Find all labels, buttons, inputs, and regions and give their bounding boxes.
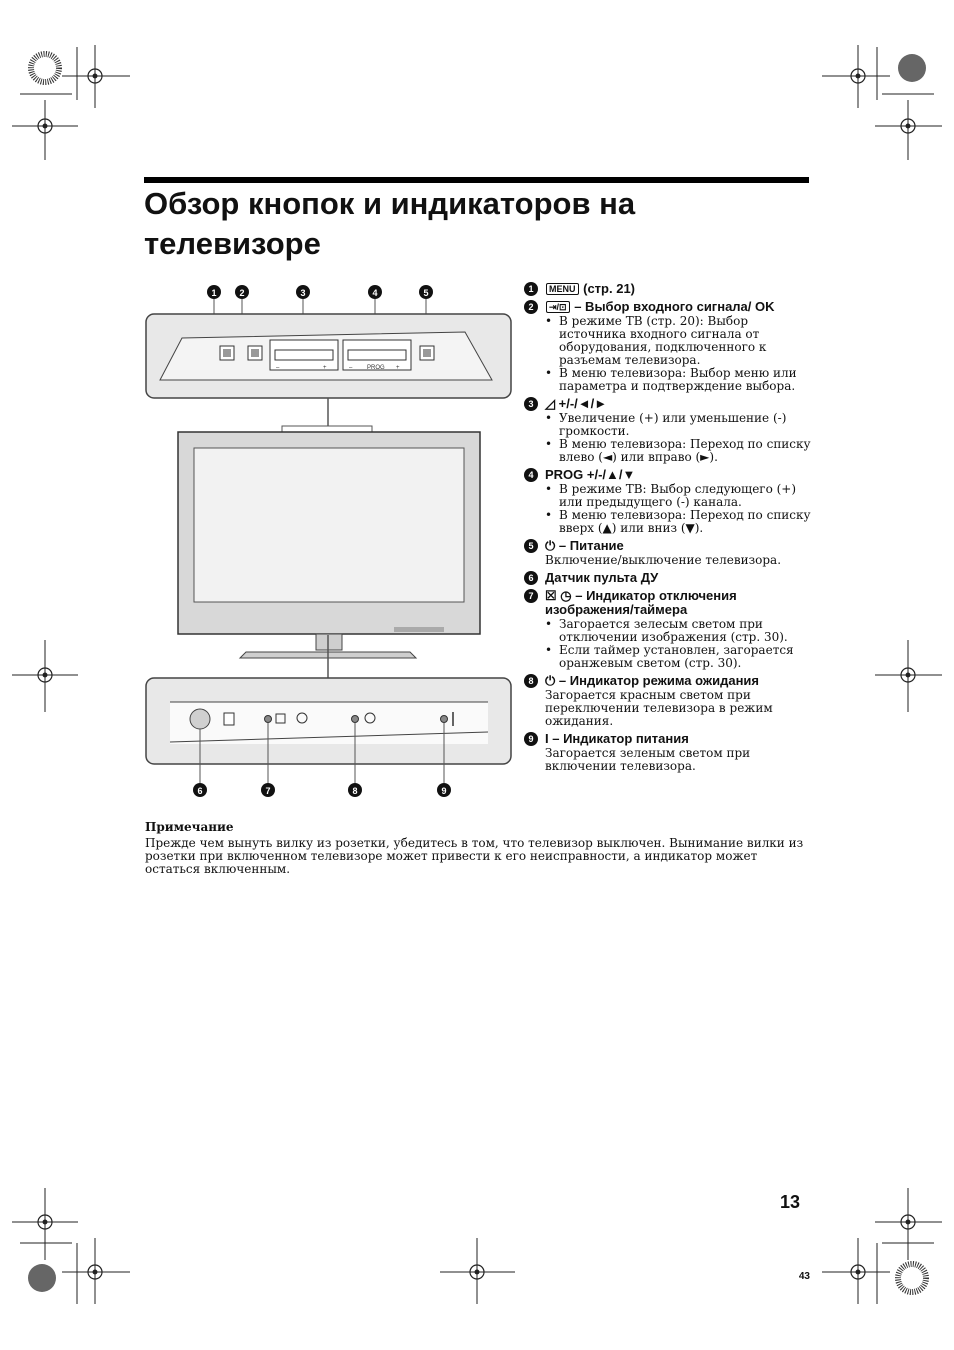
page-title-line-2: телевизоре [144, 226, 321, 261]
item-number: 4 [524, 468, 538, 482]
callout-6: 6 [197, 786, 203, 796]
tv-body [178, 432, 480, 658]
bullet-text: • В меню телевизора: Переход по списку вверх (▲) или вниз (▼). [545, 509, 814, 535]
list-item [524, 468, 814, 535]
list-item [524, 397, 814, 464]
power-icon: ⏻ [545, 538, 556, 553]
list-item [524, 539, 814, 567]
picture-off-timer-icon: ☒ ◷ [545, 588, 572, 603]
bullet-text: • В меню телевизора: Переход по списку влево (◄) или вправо (►). [545, 438, 814, 464]
controls-list [524, 282, 814, 777]
item-number: 6 [524, 571, 538, 585]
menu-icon: MENU [546, 283, 579, 295]
callout-1: 1 [211, 288, 217, 298]
panel-minus-1: – [276, 365, 280, 371]
item-description: Включение/выключение телевизора. [545, 553, 782, 567]
list-item [524, 571, 814, 585]
list-item [524, 674, 814, 728]
callout-4: 4 [372, 288, 378, 298]
bullet-text: • Загорается зелесым светом при отключении изображения (стр. 30). [545, 618, 814, 644]
panel-minus-2: – [349, 365, 353, 371]
control-panel-zoom [146, 314, 511, 398]
item-title: – Питание [558, 538, 624, 553]
item-title: – Индикатор режима ожидания [558, 673, 760, 688]
item-description: Загорается красным светом при переключении телевизора в режим ожидания. [545, 688, 773, 728]
item-title: (стр. 21) [583, 281, 636, 296]
item-title: – Выбор входного сигнала/ OK [574, 299, 775, 314]
bullet-text: • Если таймер установлен, загорается оранжевым светом (стр. 30). [545, 644, 814, 670]
title-rule [144, 177, 809, 183]
panel-plus-1: + [323, 365, 327, 371]
callout-9: 9 [441, 786, 447, 796]
note-block [145, 820, 815, 876]
note-text: Прежде чем вынуть вилку из розетки, убедитесь в том, что телевизор выключен. Вынимание вилки из розетки при включенном телевизоре может привести к его неисправности, а индикатор может остаться включенным. [145, 836, 804, 876]
item-title: – Индикатор отключения изображения/таймера [545, 588, 737, 617]
item-number: 7 [524, 589, 538, 603]
list-item [524, 282, 814, 296]
callout-5: 5 [423, 288, 429, 298]
item-title: Датчик пульта ДУ [545, 570, 659, 585]
item-title: +/-/◄/► [558, 396, 608, 411]
item-number: 3 [524, 397, 538, 411]
callout-8: 8 [352, 786, 358, 796]
list-item [524, 300, 814, 393]
item-number: 8 [524, 674, 538, 688]
page-title-line-1: Обзор кнопок и индикаторов на [144, 186, 636, 221]
item-description: Загорается зеленым светом при включении телевизора. [545, 746, 751, 773]
panel-prog-label: PROG [367, 365, 385, 371]
standby-icon: ⏻ [545, 673, 556, 688]
note-title: Примечание [145, 820, 234, 834]
item-number: 9 [524, 732, 538, 746]
indicator-panel-zoom [146, 678, 511, 764]
callout-7: 7 [265, 786, 271, 796]
list-item [524, 732, 814, 773]
bullet-text: • Увеличение (+) или уменьшение (-) громкости. [545, 412, 814, 438]
bullet-text: • В меню телевизора: Выбор меню или параметра и подтверждение выбора. [545, 367, 814, 393]
page-number: 13 [779, 1192, 800, 1212]
list-item [524, 589, 814, 670]
volume-icon: ◿ [545, 396, 555, 411]
item-number: 5 [524, 539, 538, 553]
page-title [144, 184, 809, 264]
bullet-text: • В режиме ТВ: Выбор следующего (+) или предыдущего (-) канала. [545, 483, 814, 509]
top-callouts [207, 285, 433, 299]
tv-illustration [140, 280, 520, 805]
item-number: 2 [524, 300, 538, 314]
callout-3: 3 [300, 288, 306, 298]
item-title: PROG +/-/▲/▼ [545, 467, 636, 482]
panel-plus-2: + [396, 365, 400, 371]
item-title: I – Индикатор питания [545, 731, 689, 746]
item-number: 1 [524, 282, 538, 296]
print-page-number: 43 [798, 1271, 810, 1282]
bullet-text: • В режиме ТВ (стр. 20): Выбор источника входного сигнала от оборудования, подключенного к разъемам телевизора. [545, 315, 814, 367]
input-select-icon: ⇥/⊡ [546, 301, 570, 313]
bottom-callouts [193, 783, 451, 797]
callout-2: 2 [239, 288, 245, 298]
